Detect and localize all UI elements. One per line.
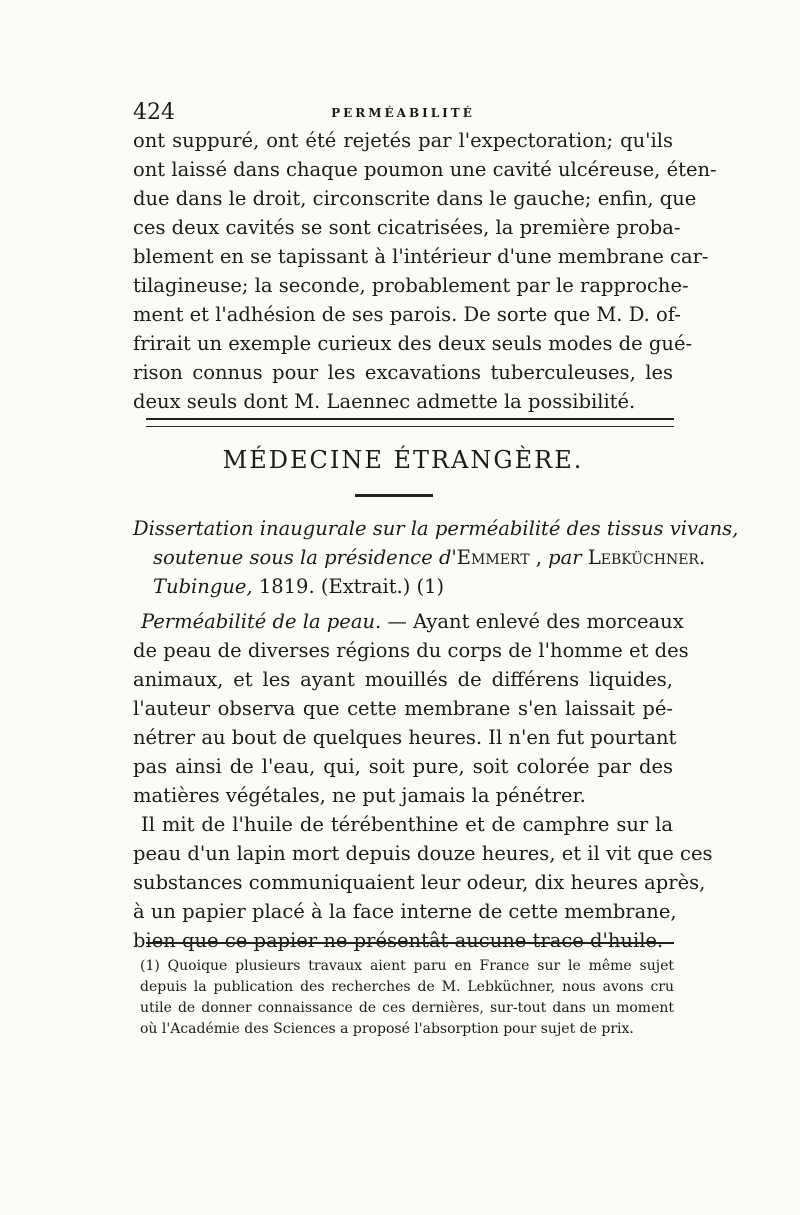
text-line: substances communiquaient leur odeur, dix heures après, [133, 871, 706, 894]
text-line: ces deux cavités se sont cicatrisées, la première proba- [133, 216, 681, 239]
article-title-line [133, 572, 673, 601]
running-title: PERMÉABILITÉ [331, 106, 475, 120]
article-citation [133, 514, 739, 601]
title-underline [355, 494, 433, 497]
text-line: de peau de diverses régions du corps de l'homme et des [133, 639, 689, 662]
presidency-text: soutenue sous la présidence d' [153, 546, 457, 569]
subsection-heading: Perméabilité de la peau. [141, 610, 382, 633]
footnote-line: où l'Académie des Sciences a proposé l'absorption pour sujet de prix. [140, 1021, 634, 1037]
footnote [140, 956, 674, 1040]
paragraph-conclusion [133, 126, 717, 416]
text-line: tilagineuse; la seconde, probablement par le rapproche- [133, 274, 689, 297]
text-line: peau d'un lapin mort depuis douze heures, et il vit que ces [133, 842, 713, 865]
text-line: à un papier placé à la face interne de cette membrane, [133, 900, 677, 923]
section-title: MÉDECINE ÉTRANGÈRE. [222, 446, 584, 474]
text-line: l'auteur observa que cette membrane s'en laissait pé- [133, 697, 673, 720]
text-line: rison connus pour les excavations tuberculeuses, les [133, 361, 673, 384]
footnote-line: depuis la publication des recherches de M. Lebküchner, nous avons cru [140, 979, 674, 995]
article-body [133, 607, 713, 955]
text-line: frirait un exemple curieux des deux seuls modes de gué- [133, 332, 693, 355]
article-title-line [133, 543, 706, 572]
article-title-line: Dissertation inaugurale sur la perméabilité des tissus vivans, [133, 517, 739, 540]
text-line: deux seuls dont M. Laennec admette la possibilité. [133, 390, 636, 413]
author-name: Lebküchner. [587, 546, 706, 569]
footnote-line: utile de donner connaissance de ces dernières, sur-tout dans un moment [140, 1000, 674, 1016]
text-line: blement en se tapissant à l'intérieur d'une membrane car- [133, 245, 709, 268]
place: Tubingue, [153, 575, 253, 598]
text-line: ont suppuré, ont été rejetés par l'expectoration; qu'ils [133, 129, 673, 152]
text-line: nétrer au bout de quelques heures. Il n'en fut pourtant [133, 726, 677, 749]
footnote-line: (1) Quoique plusieurs travaux aient paru en France sur le même sujet [140, 958, 674, 974]
text-line: due dans le droit, circonscrite dans le gauche; enfin, que [133, 187, 697, 210]
lead-text: — Ayant enlevé des morceaux [381, 610, 684, 633]
page-number: 424 [133, 100, 175, 125]
president-name: Emmert [456, 546, 530, 569]
text-line: ont laissé dans chaque poumon une cavité ulcéreuse, éten- [133, 158, 717, 181]
text-line: ment et l'adhésion de ses parois. De sorte que M. D. of- [133, 303, 681, 326]
text-line: bien que ce papier ne présentât aucune trace d'huile. [133, 929, 664, 952]
text-line: matières végétales, ne put jamais la pénétrer. [133, 784, 586, 807]
text-line [133, 607, 684, 636]
separator: , [529, 546, 549, 569]
text-line: animaux, et les ayant mouillés de différens liquides, [133, 668, 673, 691]
section-divider [146, 418, 674, 427]
text-line: Il mit de l'huile de térébenthine et de camphre sur la [141, 813, 673, 836]
footnote-divider [146, 942, 674, 944]
text-line: pas ainsi de l'eau, qui, soit pure, soit colorée par des [133, 755, 673, 778]
by-text: par [548, 546, 582, 569]
year-extract: 1819. (Extrait.) (1) [252, 575, 445, 598]
